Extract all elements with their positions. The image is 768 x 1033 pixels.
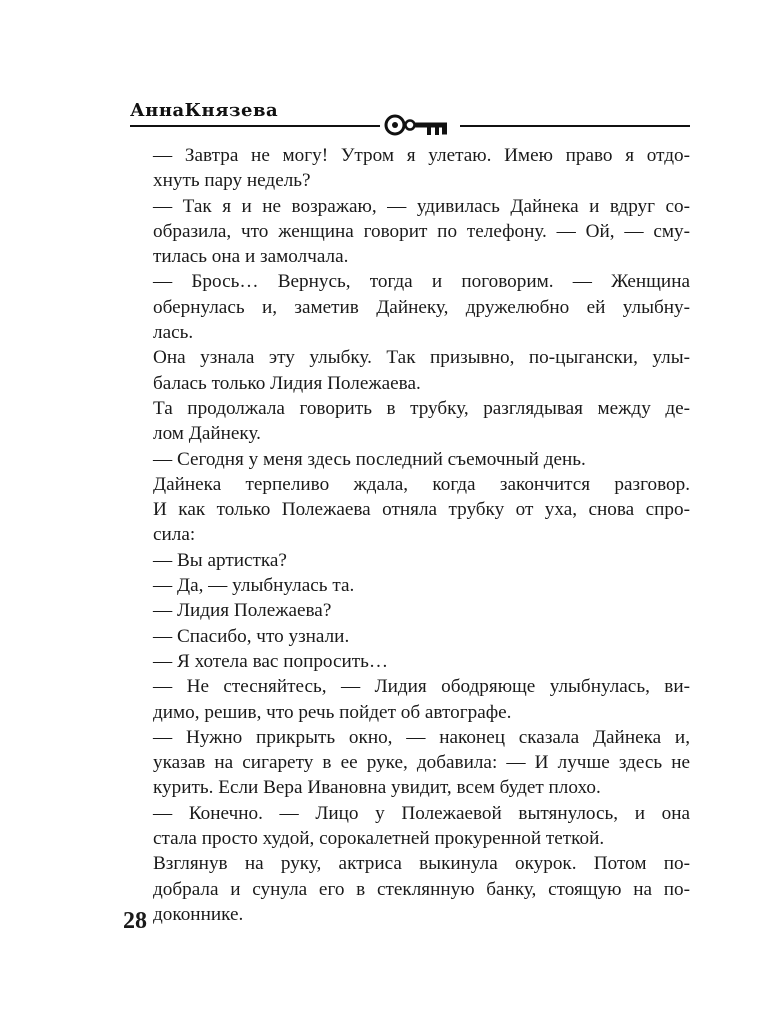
paragraph <box>128 801 690 852</box>
author-name: АннаКнязева <box>130 100 279 121</box>
text-line: курить. Если Вера Ивановна увидит, всем будет плохо. <box>153 777 601 799</box>
running-header <box>130 98 690 132</box>
text-line: — Завтра не могу! Утром я улетаю. Имею право я отдо- <box>153 145 690 166</box>
text-line: — Так я и не возражаю, — удивилась Дайнека и вдруг со- <box>153 195 690 217</box>
text-line: — Я хотела вас попросить… <box>153 650 389 672</box>
text-line: образила, что женщина говорит по телефону. — Ой, — сму- <box>153 220 690 242</box>
paragraph <box>128 851 690 927</box>
text-line: — Сегодня у меня здесь последний съемочный день. <box>153 448 586 470</box>
text-line: — Нужно прикрыть окно, — наконец сказала Дайнека и, <box>153 726 690 748</box>
text-line: — Брось… Вернусь, тогда и поговорим. — Женщина <box>153 271 690 293</box>
paragraph <box>128 345 690 396</box>
text-line: доконнике. <box>153 903 244 925</box>
text-line: тилась она и замолчала. <box>153 246 349 268</box>
key-icon <box>380 108 460 138</box>
text-line: И как только Полежаева отняла трубку от уха, снова спро- <box>153 499 690 521</box>
page-number: 28 <box>123 908 147 934</box>
text-line: сила: <box>153 524 196 546</box>
text-line: Взглянув на руку, актриса выкинула окурок. Потом по- <box>153 853 690 875</box>
text-line: Та продолжала говорить в трубку, разглядывая между де- <box>153 397 690 419</box>
text-line: — Лидия Полежаева? <box>153 600 332 622</box>
paragraph <box>128 447 690 472</box>
paragraph <box>128 573 690 598</box>
text-line: Дайнека терпеливо ждала, когда закончится разговор. <box>153 473 690 495</box>
paragraph <box>128 674 690 725</box>
paragraph <box>128 472 690 548</box>
text-line: Она узнала эту улыбку. Так призывно, по-цыгански, улы- <box>153 347 690 369</box>
text-line: — Вы артистка? <box>153 549 287 571</box>
text-line: обернулась и, заметив Дайнеку, дружелюбно ей улыбну- <box>153 296 690 318</box>
text-line: — Конечно. — Лицо у Полежаевой вытянулось, и она <box>153 802 690 824</box>
paragraph <box>128 624 690 649</box>
text-line: — Да, — улыбнулась та. <box>153 575 355 597</box>
text-line: балась только Лидия Полежаева. <box>153 372 421 394</box>
text-line: лом Дайнеку. <box>153 423 261 445</box>
paragraph <box>128 548 690 573</box>
paragraph <box>128 649 690 674</box>
paragraph <box>128 396 690 447</box>
text-line: хнуть пару недель? <box>153 170 311 192</box>
paragraph <box>128 598 690 623</box>
text-line: димо, решив, что речь пойдет об автографе. <box>153 701 512 723</box>
body-text <box>128 143 690 927</box>
text-line: добрала и сунула его в стеклянную банку, стоящую на по- <box>153 878 690 900</box>
paragraph <box>128 143 690 194</box>
paragraph <box>128 194 690 270</box>
paragraph <box>128 725 690 801</box>
text-line: указав на сигарету в ее руке, добавила: — И лучше здесь не <box>153 752 690 774</box>
paragraph <box>128 269 690 345</box>
text-line: стала просто худой, сорокалетней прокуренной теткой. <box>153 828 605 850</box>
text-line: — Не стесняйтесь, — Лидия ободряюще улыбнулась, ви- <box>153 676 690 698</box>
text-line: — Спасибо, что узнали. <box>153 625 350 647</box>
text-line: лась. <box>153 322 194 344</box>
